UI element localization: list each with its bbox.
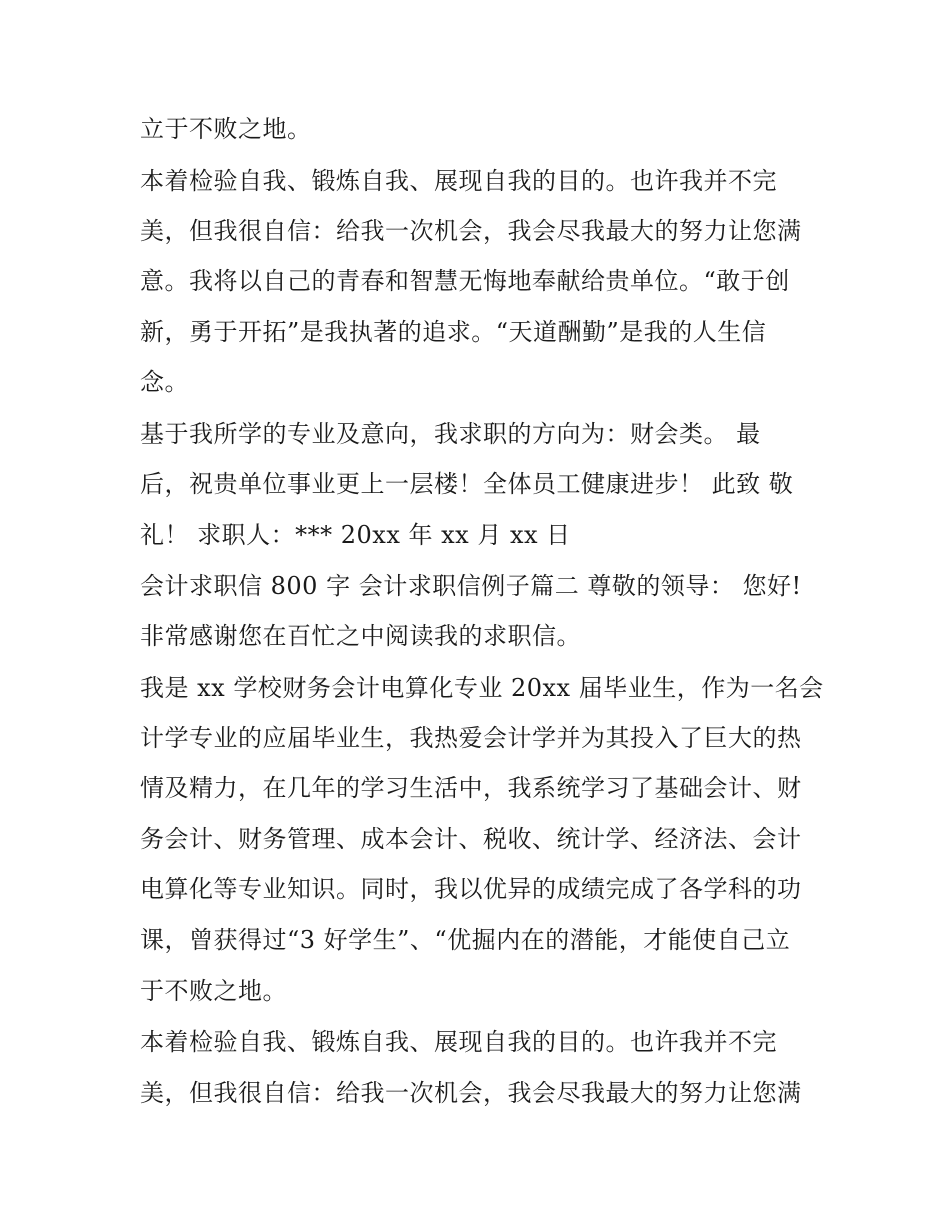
paragraph-line: 礼！ 求职人：*** 20xx 年 xx 月 xx 日	[140, 521, 571, 549]
paragraph-line: 基于我所学的专业及意向，我求职的方向为：财会类。 最	[140, 420, 761, 448]
paragraph-line: 我是 xx 学校财务会计电算化专业 20xx 届毕业生，作为一名会	[140, 674, 824, 702]
paragraph-line: 后，祝贵单位事业更上一层楼！全体员工健康进步！ 此致 敬	[140, 470, 794, 498]
paragraph-line: 本着检验自我、锻炼自我、展现自我的目的。也许我并不完	[140, 167, 777, 195]
paragraph-line: 电算化等专业知识。同时，我以优异的成绩完成了各学科的功	[140, 875, 802, 903]
paragraph-line: 课，曾获得过“3 好学生”、“优掘内在的潜能，才能使自己立	[140, 926, 791, 954]
paragraph-line: 于不败之地。	[140, 977, 287, 1005]
paragraph-line: 计学专业的应届毕业生，我热爱会计学并为其投入了巨大的热	[140, 724, 802, 752]
paragraph-line: 务会计、财务管理、成本会计、税收、统计学、经济法、会计	[140, 825, 802, 853]
paragraph-line: 新，勇于开拓”是我执著的追求。“天道酬勤”是我的人生信	[140, 318, 767, 346]
paragraph-line: 立于不败之地。	[140, 115, 312, 143]
paragraph-line: 本着检验自我、锻炼自我、展现自我的目的。也许我并不完	[140, 1028, 777, 1056]
paragraph-line: 意。我将以自己的青春和智慧无悔地奉献给贵单位。“敢于创	[140, 267, 790, 295]
paragraph-line: 会计求职信 800 字 会计求职信例子篇二 尊敬的领导： 您好!	[140, 572, 802, 600]
paragraph-line: 美，但我很自信：给我一次机会，我会尽我最大的努力让您满	[140, 217, 802, 245]
paragraph-line: 念。	[140, 368, 189, 396]
paragraph-line: 美，但我很自信：给我一次机会，我会尽我最大的努力让您满	[140, 1079, 802, 1107]
paragraph-line: 非常感谢您在百忙之中阅读我的求职信。	[140, 622, 581, 650]
paragraph-line: 情及精力，在几年的学习生活中，我系统学习了基础会计、财	[140, 774, 802, 802]
